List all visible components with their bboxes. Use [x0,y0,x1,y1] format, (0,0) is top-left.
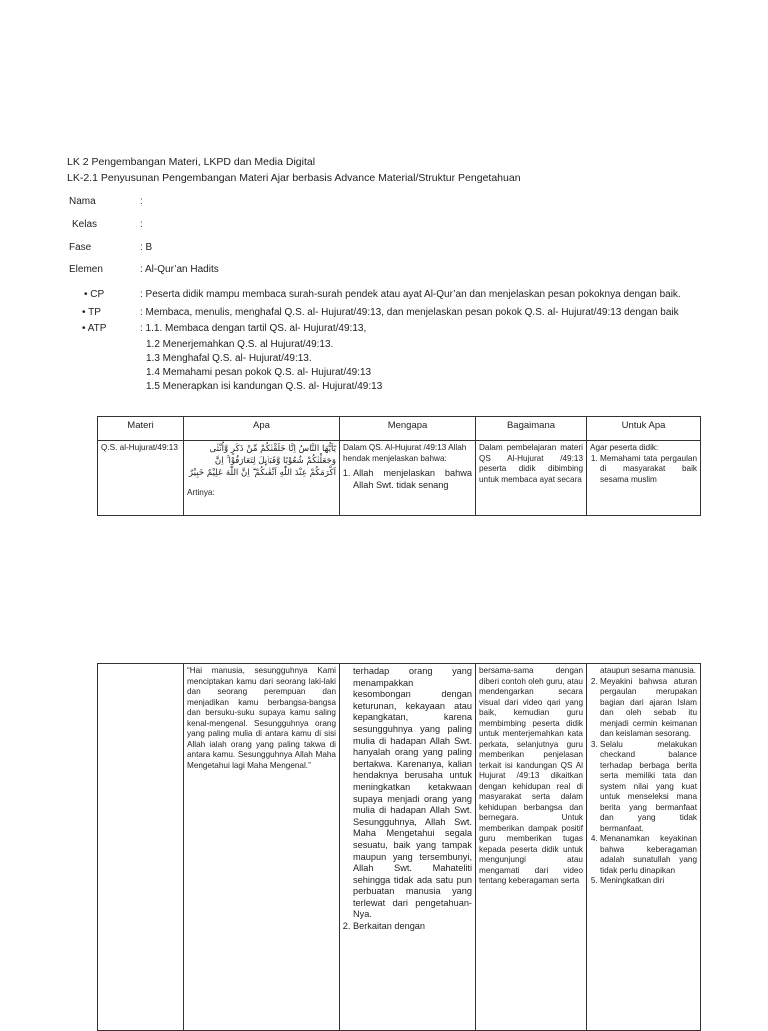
bagaimana-text: Dalam pembelajaran materi QS Al-Hujurat /49:13 peserta didik dibimbing untuk membaca ayat secara [479,443,583,484]
cell-untuk-apa [587,664,701,1031]
mengapa-line: hendak menjelaskan bahwa: [343,453,447,463]
list-item: 5. Meningkatkan diri [600,876,697,887]
col-header-mengapa: Mengapa [340,417,476,441]
list-item: 1. Allah menjelaskan bahwa Allah Swt. tidak senang [353,468,472,491]
kelas-value: : [140,219,143,230]
untuk-list [590,677,697,887]
list-item: 4. Menanamkan keyakinan bahwa keberagaman adalah sunatullah yang tidak perlu dinapikan [600,834,697,876]
mengapa-list [343,468,472,491]
cp-label: • CP [84,289,105,300]
elemen-label: Elemen [69,264,103,275]
atp-item: 1.3 Menghafal Q.S. al- Hujurat/49:13. [146,353,312,364]
col-header-apa: Apa [184,417,340,441]
cp-value: : Peserta didik mampu membaca surah-surah pendek atau ayat Al-Qur’an dan menjelaskan pesan pokoknya dengan baik. [140,289,681,300]
cell-mengapa [340,664,476,1031]
mengapa-intro: Dalam QS. Al-Hujurat /49:13 Allah [343,443,467,452]
doc-title: LK 2 Pengembangan Materi, LKPD dan Media Digital [67,156,316,168]
cell-untuk-apa [587,441,701,516]
cell-materi [98,664,184,1031]
col-header-materi: Materi [98,417,184,441]
mengapa-continuation: terhadap orang yang menampakkan kesombongan dengan keturunan, kekayaan atau kepangkatan, karena sesungguhnya yang paling mulia di hadapan Allah Swt. hanyalah orang yang paling bertakwa. Karenanya, kalian hendaknya berusaha untuk meningkatkan ketakwaan supaya menjadi orang yang mulia di hadapan Allah Swt. Sesungguhnya, Allah Swt. Maha Mengetahui segala sesuatu, baik yang tampak maupun yang tersembunyi, Allah Swt. Mahateliti sehingga tidak ada satu pun perbuatan manusia yang terlewat dari pengetahuan- Nya. [353,666,472,920]
atp-item: 1.5 Menerapkan isi kandungan Q.S. al- Hujurat/49:13 [146,381,383,392]
doc-subtitle: LK-2.1 Penyusunan Pengembangan Materi Ajar berbasis Advance Material/Struktur Pengetahuan [67,172,521,184]
untuk-intro: Agar peserta didik: [590,443,659,452]
table-row [98,664,701,1031]
untuk-continuation: ataupun sesama manusia. [600,666,697,675]
cell-materi [98,441,184,516]
bagaimana-continuation: bersama-sama dengan diberi contoh oleh guru, atau mendengarkan secara visual dari video qari yang baik, kemudian guru membimbing peserta didik untuk menterjemahkan kata perkata, selanjutnya guru memberikan penjelasan terkait isi kandungan QS Al Hujurat /49:13 dikaitkan dengan kehidupan real di masyarakat serta dalam kehidupan berbangsa dan bernegara. Untuk memberikan dampak positif guru memberikan tugas kepada peserta didik untuk mengunjungi atau mengamati dari video tentang keberagaman serta [479,666,583,885]
nama-label: Nama [69,196,96,207]
atp-label: • ATP [82,323,107,334]
cell-bagaimana [476,664,587,1031]
list-item: 2. Berkaitan dengan [353,921,472,933]
elemen-value: : Al-Qur’an Hadits [140,264,219,275]
untuk-list [590,454,697,486]
kelas-label: Kelas [72,219,98,230]
col-header-bagaimana: Bagaimana [476,417,587,441]
arabic-verse: يٰٓاَيُّهَا النَّاسُ اِنَّا خَلَقْنٰكُمْ مِّنْ ذَكَرٍ وَّاُنْثٰى وَجَعَلْنٰكُمْ شُعُوْبًا وَّقَبَاۤىِٕلَ لِتَعَارَفُوْا ۚ اِنَّ اَكْرَمَكُمْ عِنْدَ اللّٰهِ اَتْقٰىكُمْ ۗ اِنَّ اللّٰهَ عَلِيْمٌ خَبِيْرٌ [188,444,336,478]
atp-item: 1.4 Memahami pesan pokok Q.S. al- Hujurat/49:13 [146,367,372,378]
cell-mengapa [340,441,476,516]
list-item: 3. Selalu melakukan checkand balance terhadap berbaga berita serta memiliki tata dan system nilai yang kuat untuk menseleksi mana berita yang bermanfaat dan yang tidak bermanfaat. [600,740,697,835]
list-item: 1. Memahami tata pergaulan di masyarakat baik sesama muslim [600,454,697,486]
materi-table-top [97,416,701,516]
fase-label: Fase [69,242,92,253]
atp-item: 1.2 Menerjemahkan Q.S. al Hujurat/49:13. [146,339,334,350]
tp-label: • TP [82,307,101,318]
cell-apa [184,664,340,1031]
col-header-untuk-apa: Untuk Apa [587,417,701,441]
tp-value: : Membaca, menulis, menghafal Q.S. al- Hujurat/49:13, dan menjelaskan pesan pokok Q.S. al- Hujurat/49:13 dengan baik [140,307,679,318]
table-row [98,441,701,516]
list-item: 2. Meyakini bahwsa aturan pergaulan merupakan bagian dari ajaran Islam dan oleh sebab itu menjadi cermin keimanan dan keislaman sesorang. [600,677,697,740]
artinya-label: Artinya: [187,488,215,497]
atp-value: : 1.1. Membaca dengan tartil QS. al- Hujurat/49:13, [140,323,367,334]
cell-bagaimana [476,441,587,516]
nama-value: : [140,196,143,207]
cell-apa [184,441,340,516]
materi-table-bottom [97,663,701,1031]
fase-value: : B [140,242,153,253]
materi-text: Q.S. al-Hujurat/49:13 [101,443,178,452]
mengapa-list [343,921,472,933]
apa-translation: “Hai manusia, sesungguhnya Kami menciptakan kamu dari seorang laki-laki dan seorang perempuan dan menjadikan kamu berbangsa-bangsa dan bersuku-suku supaya kamu saling kenal-mengenal. Sesungguhnya orang yang paling mulia di antara kamu di sisi Allah ialah orang yang paling takwa di antara kamu. Sesungguhnya Allah Maha Mengetahui lagi Maha Mengenal.” [187,666,336,770]
